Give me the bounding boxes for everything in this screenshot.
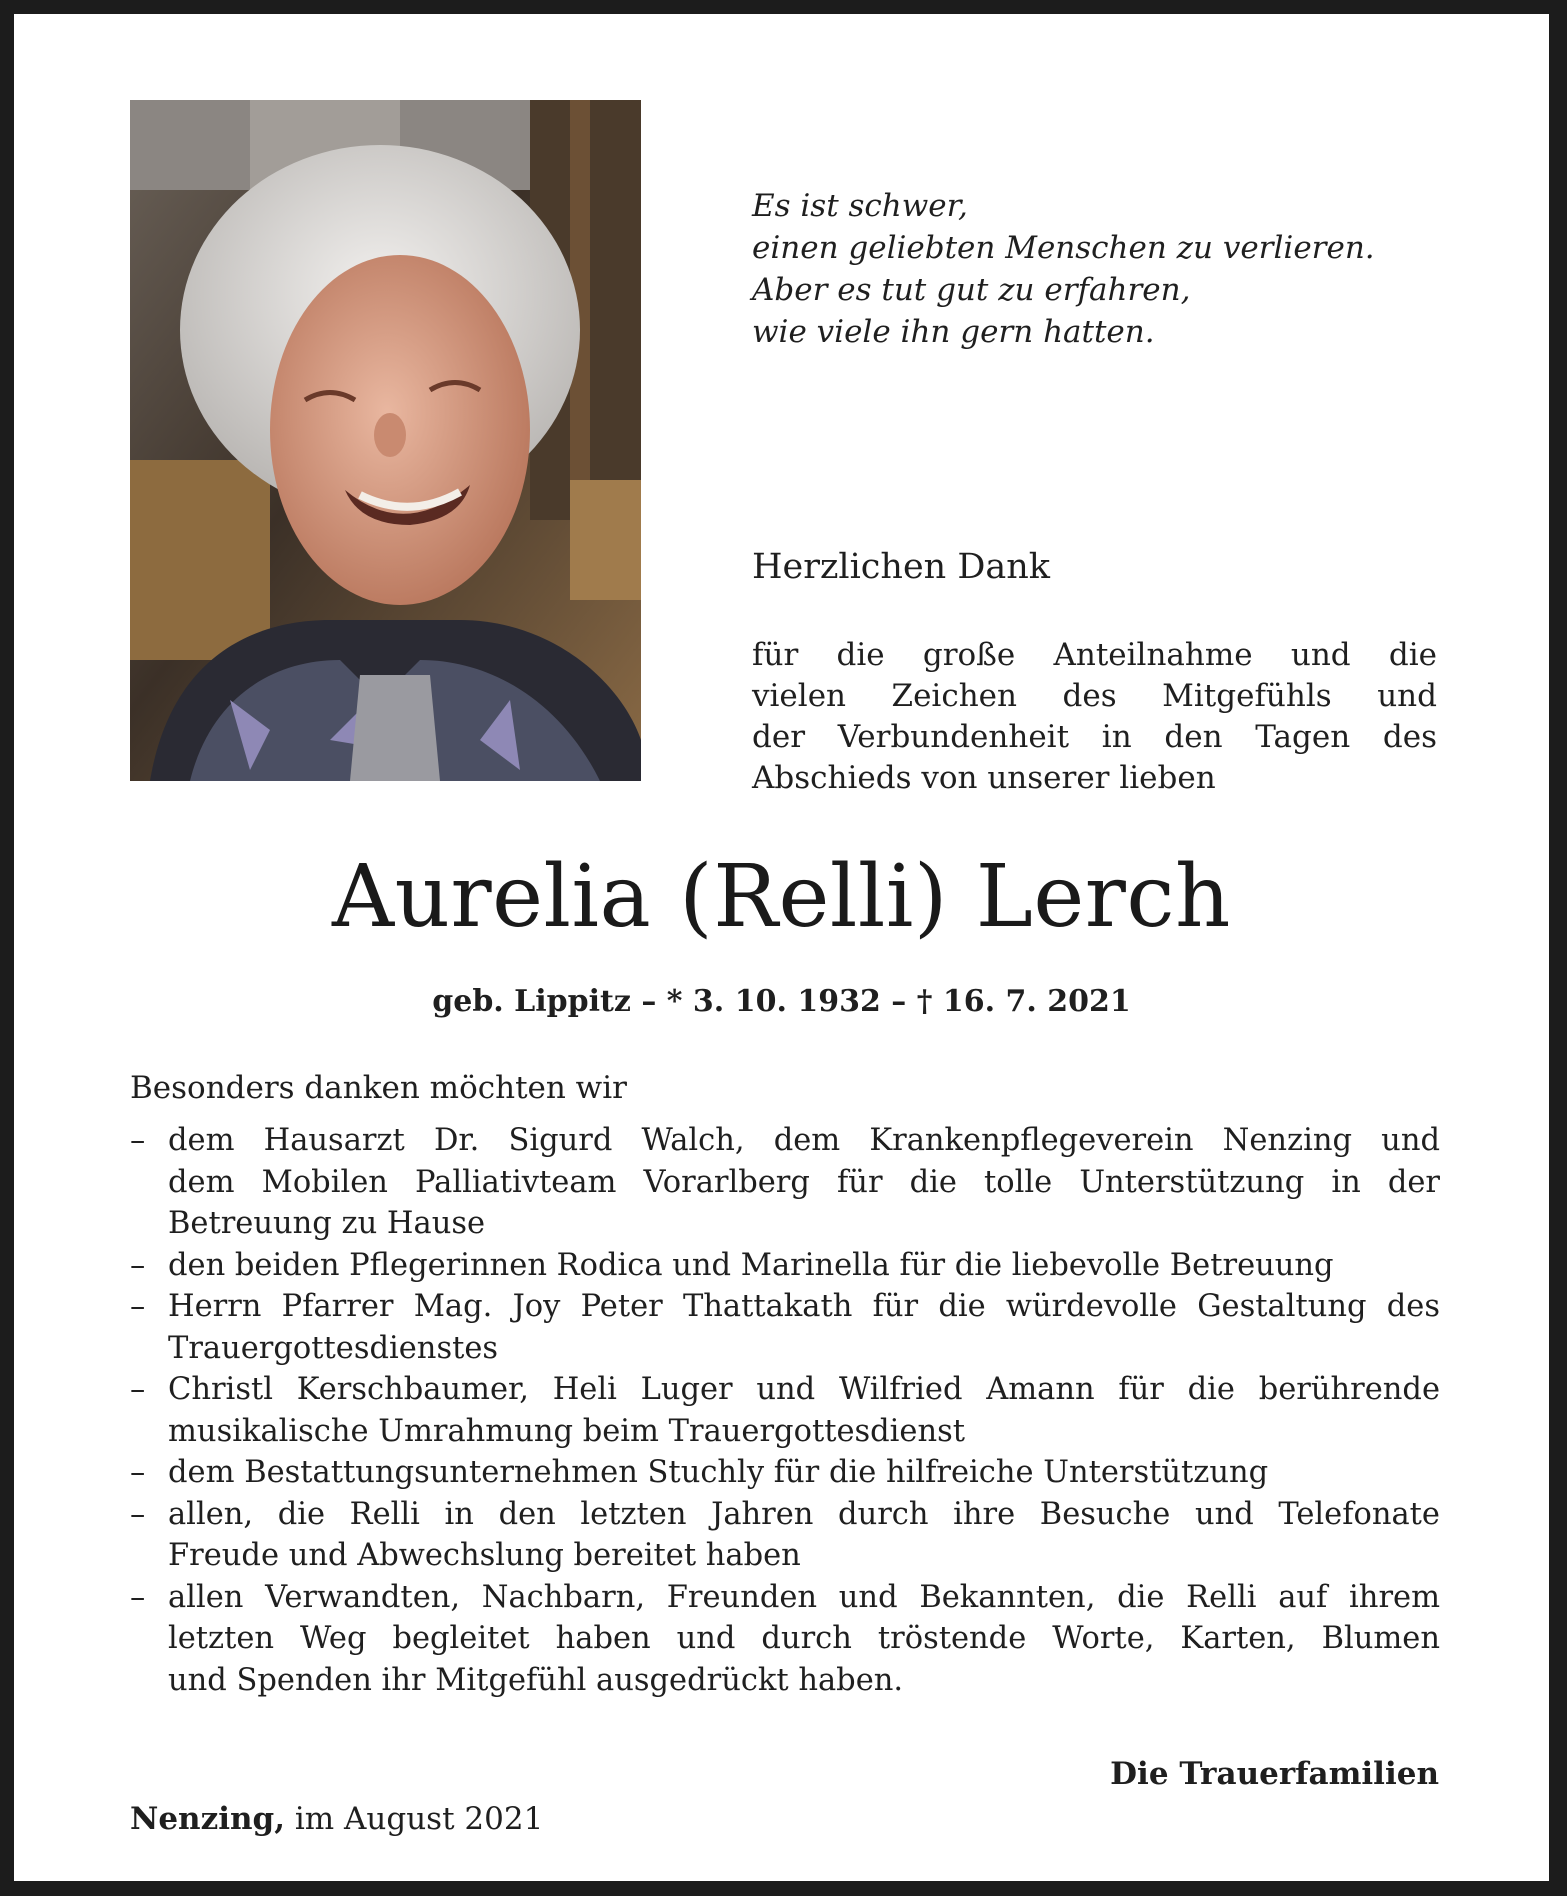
- list-line: Trauergottesdienstes: [168, 1330, 499, 1366]
- poem-line: einen geliebten Menschen zu verlieren.: [752, 230, 1375, 266]
- list-dash: –: [130, 1455, 146, 1490]
- poem: [752, 185, 1375, 353]
- list-line: Christl Kerschbaumer, Heli Luger und Wilfried Amann für die berührende: [168, 1372, 1440, 1407]
- list-line: und Spenden ihr Mitgefühl ausgedrückt haben.: [168, 1662, 904, 1698]
- list-line: den beiden Pflegerinnen Rodica und Marinella für die liebevolle Betreuung: [168, 1247, 1334, 1283]
- special-thanks-list: [130, 1120, 1440, 1701]
- special-thanks-intro: Besonders danken möchten wir: [130, 1070, 627, 1106]
- list-dash: –: [130, 1123, 146, 1158]
- thanks-line: Abschieds von unserer lieben: [752, 760, 1216, 796]
- thanks-heading: Herzlichen Dank: [752, 547, 1050, 587]
- list-dash: –: [130, 1579, 146, 1615]
- date: im August 2021: [285, 1801, 544, 1837]
- list-item: [130, 1369, 1440, 1452]
- list-line: letzten Weg begleitet haben und durch tröstende Worte, Karten, Blumen: [168, 1621, 1440, 1656]
- place: Nenzing,: [130, 1801, 285, 1837]
- poem-line: wie viele ihn gern hatten.: [752, 314, 1155, 350]
- list-dash: –: [130, 1247, 146, 1283]
- list-line: Herrn Pfarrer Mag. Joy Peter Thattakath für die würdevolle Gestaltung des: [168, 1289, 1440, 1324]
- thanks-line: für die große Anteilnahme und die: [752, 637, 1437, 673]
- list-item: [130, 1245, 1440, 1287]
- deceased-name: Aurelia (Relli) Lerch: [332, 847, 1231, 947]
- list-item: [130, 1452, 1440, 1494]
- list-item: [130, 1120, 1440, 1245]
- list-line: dem Hausarzt Dr. Sigurd Walch, dem Krankenpflegeverein Nenzing und: [168, 1123, 1440, 1158]
- list-item: [130, 1286, 1440, 1369]
- thanks-line: vielen Zeichen des Mitgefühls und: [752, 678, 1437, 714]
- signature: Die Trauerfamilien: [1110, 1756, 1439, 1792]
- list-dash: –: [130, 1372, 146, 1407]
- thanks-line: der Verbundenheit in den Tagen des: [752, 719, 1437, 755]
- poem-line: Es ist schwer,: [752, 188, 968, 224]
- list-line: allen, die Relli in den letzten Jahren durch ihre Besuche und Telefonate: [168, 1496, 1440, 1532]
- list-line: Betreuung zu Hause: [168, 1206, 486, 1241]
- deceased-dates: geb. Lippitz – * 3. 10. 1932 – † 16. 7. 2021: [432, 984, 1131, 1019]
- list-line: allen Verwandten, Nachbarn, Freunden und Bekannten, die Relli auf ihrem: [168, 1579, 1440, 1615]
- list-item: [130, 1494, 1440, 1577]
- thanks-body: [752, 635, 1437, 799]
- list-line: Freude und Abwechslung bereitet haben: [168, 1538, 801, 1573]
- list-line: musikalische Umrahmung beim Trauergottesdienst: [168, 1413, 966, 1449]
- list-dash: –: [130, 1496, 146, 1532]
- list-line: dem Mobilen Palliativteam Vorarlberg für die tolle Unterstützung in der: [168, 1164, 1440, 1200]
- poem-line: Aber es tut gut zu erfahren,: [752, 272, 1191, 308]
- portrait-image: [130, 100, 641, 781]
- list-item: [130, 1577, 1440, 1702]
- list-dash: –: [130, 1289, 146, 1324]
- portrait-photo: [130, 100, 641, 781]
- list-line: dem Bestattungsunternehmen Stuchly für die hilfreiche Unterstützung: [168, 1455, 1269, 1490]
- place-date: [130, 1799, 543, 1839]
